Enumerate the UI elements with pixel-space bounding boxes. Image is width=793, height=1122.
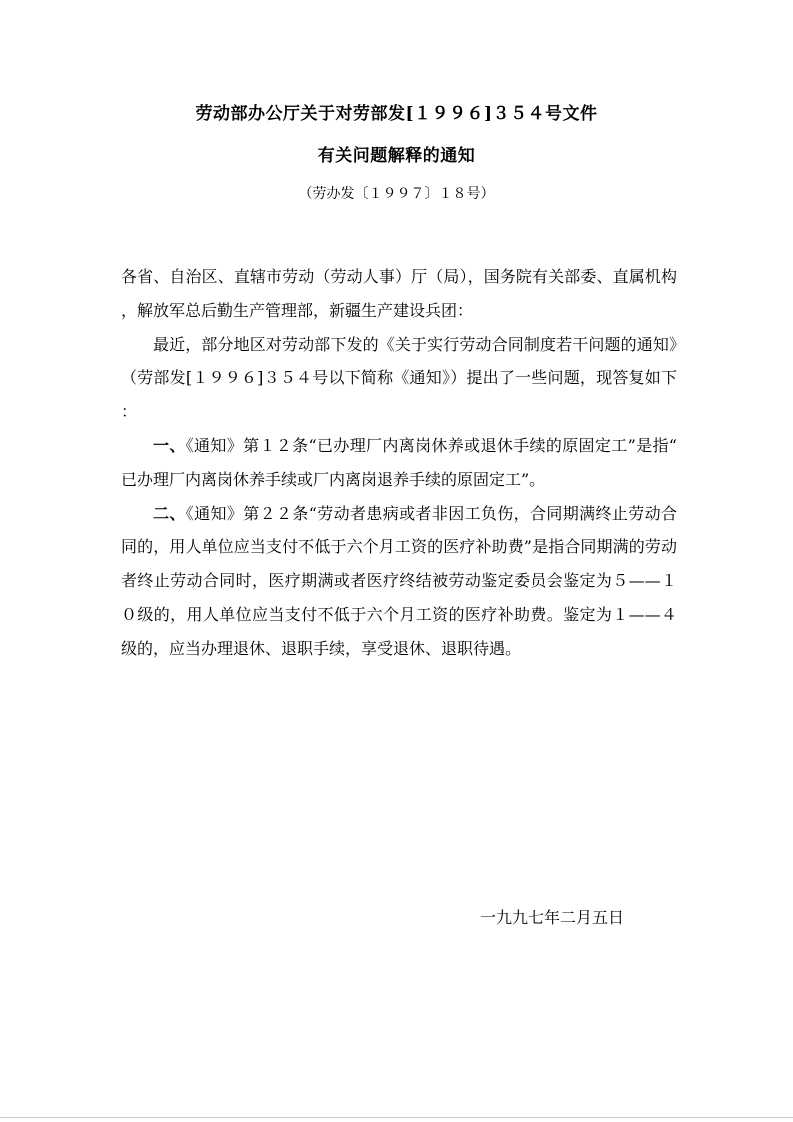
item-paragraph-1: [121, 429, 677, 497]
intro-paragraph: 最近，部分地区对劳动部下发的《关于实行劳动合同制度若干问题的通知》（劳部发[１９９６]３５４号以下简称《通知》）提出了一些问题，现答复如下：: [121, 334, 677, 422]
issue-date: 一九九七年二月五日: [480, 908, 625, 927]
title-line-2: 有关问题解释的通知: [317, 146, 476, 166]
addressees-paragraph: 各省、自治区、直辖市劳动（劳动人事）厅（局），国务院有关部委、直属机构，解放军总后勤生产管理部，新疆生产建设兵团：: [121, 267, 677, 320]
item-lead-2: 二、: [153, 503, 186, 523]
document-number: （劳办发〔１９９７〕１８号）: [298, 186, 495, 202]
item-text-2: 《通知》第２２条“劳动者患病或者非因工负伤，合同期满终止劳动合同的，用人单位应当支付不低于六个月工资的医疗补助费”是指合同期满的劳动者终止劳动合同时，医疗期满或者医疗终结被劳动鉴定委员会鉴定为５——１０级的，用人单位应当支付不低于六个月工资的医疗补助费。鉴定为１——４级的，应当办理退休、退职手续，享受退休、退职待遇。: [121, 503, 677, 658]
document-body: [121, 260, 677, 666]
item-lead-1: 一、: [153, 435, 186, 455]
title-line-1: 劳动部办公厅关于对劳部发[１９９６]３５４号文件: [195, 104, 598, 124]
item-paragraph-2: [121, 497, 677, 666]
item-text-1: 《通知》第１２条“已办理厂内离岗休养或退休手续的原固定工”是指“已办理厂内离岗休养手续或厂内离岗退养手续的原固定工”。: [121, 435, 677, 489]
page-bottom-rule: [0, 1117, 793, 1118]
